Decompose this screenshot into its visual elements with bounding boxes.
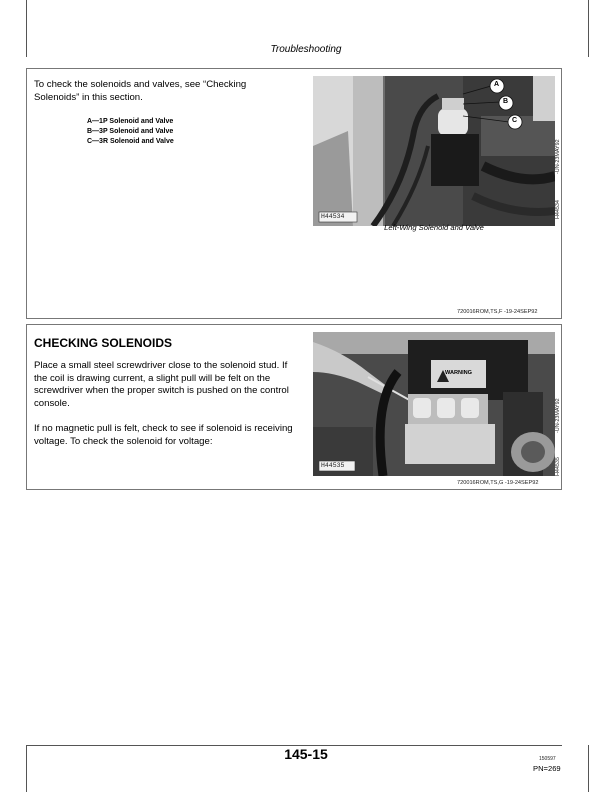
warning-label: WARNING — [445, 370, 473, 376]
section2-heading: CHECKING SOLENOIDS — [34, 336, 173, 350]
section2-para1: Place a small steel screwdriver close to the solenoid stud. If the coil is drawing current, a slight pull will be felt on the screwdriver when the proper switch is pushed on the control console. — [34, 360, 289, 409]
checking-solenoids-photo — [313, 332, 555, 476]
page-number: 145-15 — [284, 746, 328, 762]
callout-c: C — [512, 117, 518, 124]
section1-footer-code: 720016ROM,TS,F -19-24SEP92 — [457, 309, 538, 315]
footer-small-code: 150597 — [539, 756, 556, 762]
page-header-title: Troubleshooting — [270, 44, 342, 55]
legend-item-c: C—3R Solenoid and Valve — [87, 138, 174, 145]
photo2-side-id: H44535 — [555, 457, 561, 476]
legend-item-a: A—1P Solenoid and Valve — [87, 118, 174, 125]
callout-a: A — [494, 81, 500, 88]
section-checking-solenoids — [26, 324, 562, 490]
photo1-side-id: H44534 — [555, 200, 561, 219]
photo1-side-code: -UN-23MAY92 — [555, 139, 561, 174]
callout-b: B — [503, 98, 509, 105]
figure-legend — [87, 117, 287, 147]
section2-footer-code: 720016ROM,TS,G -19-24SEP92 — [457, 480, 539, 486]
photo2-id-label: H44535 — [321, 462, 345, 469]
legend-item-b: B—3P Solenoid and Valve — [87, 128, 174, 135]
section-solenoid-check-reference — [26, 68, 562, 319]
section1-text: To check the solenoids and valves, see “Checking Solenoids” in this section. — [34, 79, 247, 103]
photo2-side-code: -UN-23MAY92 — [555, 398, 561, 433]
section2-para2: If no magnetic pull is felt, check to see if solenoid is receiving voltage. To check the solenoid for voltage: — [34, 423, 293, 447]
left-wing-solenoid-photo — [313, 76, 555, 226]
photo1-id-label: H44534 — [321, 213, 345, 220]
footer-pn: PN=269 — [533, 764, 561, 773]
photo1-caption: Left-Wing Solenoid and Valve — [384, 223, 484, 232]
